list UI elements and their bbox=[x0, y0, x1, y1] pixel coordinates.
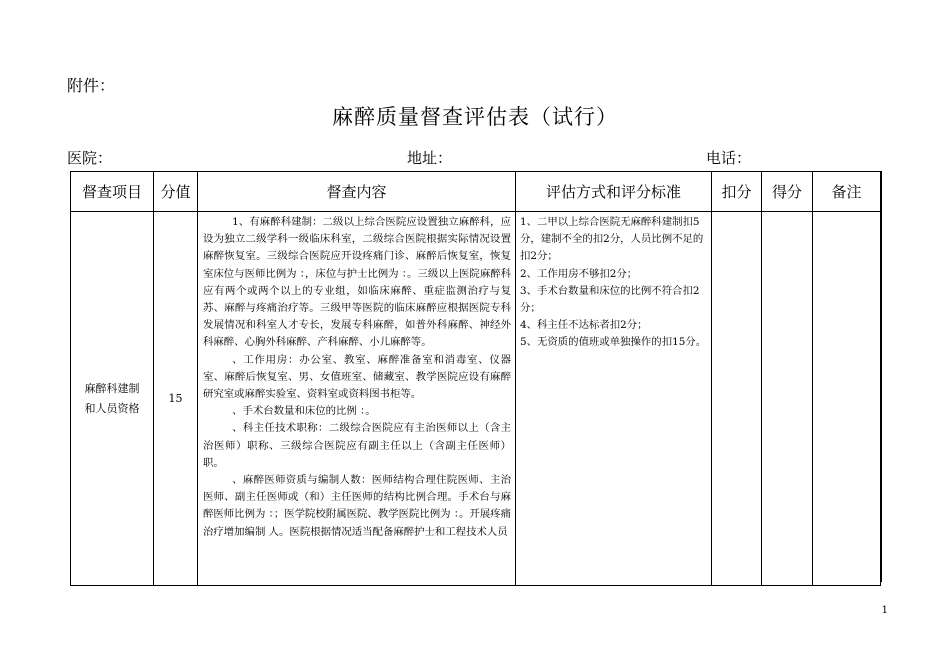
content-paragraph: 、工作用房：办公室、教室、麻醉准备室和消毒室、仪器室、麻醉后恢复室、男、女值班室、储藏室、教学医院应设有麻醉研究室或麻醉实验室、资料室或资料图书柜等。 bbox=[203, 353, 511, 401]
header-item: 督查项目 bbox=[71, 172, 154, 212]
table-header-row bbox=[71, 172, 881, 212]
cell-obtained bbox=[762, 212, 813, 586]
table-right-border bbox=[880, 171, 882, 582]
address-label: 地址： bbox=[407, 149, 453, 167]
content-paragraph: 、手术台数量和床位的比例 ：。 bbox=[232, 405, 376, 418]
criteria-line: 1、二甲以上综合医院无麻醉科建制扣5分，建制不全的扣2分，人员比例不足的扣2分； bbox=[520, 216, 704, 263]
hospital-label: 医院： bbox=[67, 149, 113, 167]
cell-deduct bbox=[712, 212, 762, 586]
cell-remark bbox=[813, 212, 881, 586]
phone-label: 电话： bbox=[706, 149, 752, 167]
content-paragraph: 、科主任技术职称：二级综合医院应有主治医师以上（含主治医师）职称、三级综合医院应有副主任以上（含副主任医师）职。 bbox=[203, 422, 511, 469]
content-paragraph: 、麻醉医师资质与编制人数：医师结构合理住院医师、主治医师、副主任医师或（和）主任医师的结构比例合理。手术台与麻醉医师比例为 ：；医学院校附属医院、教学医院比例为 ：。开展疼痛治疗增加编制 人。医院根据情况适当配备麻醉护士和工程技术人员 bbox=[203, 474, 511, 538]
cell-criteria bbox=[516, 212, 712, 586]
criteria-line: 5、无资质的值班或单独操作的扣15分。 bbox=[520, 336, 707, 349]
document-title: 麻醉质量督查评估表（试行） bbox=[332, 105, 618, 129]
table-row bbox=[71, 212, 881, 586]
header-deduct: 扣分 bbox=[712, 172, 762, 212]
header-content: 督查内容 bbox=[198, 172, 516, 212]
header-obtained: 得分 bbox=[762, 172, 813, 212]
item-text: 麻醉科建制和人员资格 bbox=[84, 381, 140, 415]
cell-score: 15 bbox=[154, 212, 198, 586]
header-criteria: 评估方式和评分标准 bbox=[516, 172, 712, 212]
attachment-label: 附件： bbox=[67, 76, 116, 95]
evaluation-table bbox=[70, 171, 881, 586]
content-paragraph: 1、有麻醉科建制：二级以上综合医院应设置独立麻醉科，应设为独立二级学科一级临床科室，二级综合医院根据实际情况设置麻醉恢复室。三级综合医院应开设疼痛门诊、麻醉后恢复室，恢复室床位与医师比例为 ：，床位与护士比例为 ：。三级以上医院麻醉科应有两个或两个以上的专业组，如临床麻醉、重症监测治疗与复苏、麻醉与疼痛治疗等。三级甲等医院的临床麻醉应根据医院专科发展情况和科室人才专长，发展专科麻醉，如普外科麻醉、神经外科麻醉、心胸外科麻醉、产科麻醉、小儿麻醉等。 bbox=[203, 216, 511, 349]
page-number: 1 bbox=[881, 605, 888, 616]
criteria-line: 4、科主任不达标者扣2分； bbox=[520, 319, 648, 332]
cell-item bbox=[71, 212, 154, 586]
criteria-line: 3、手术台数量和床位的比例不符合扣2分； bbox=[520, 284, 700, 315]
cell-content bbox=[198, 212, 516, 586]
criteria-line: 2、工作用房不够扣2分； bbox=[520, 267, 638, 280]
header-score: 分值 bbox=[154, 172, 198, 212]
header-remark: 备注 bbox=[813, 172, 881, 212]
